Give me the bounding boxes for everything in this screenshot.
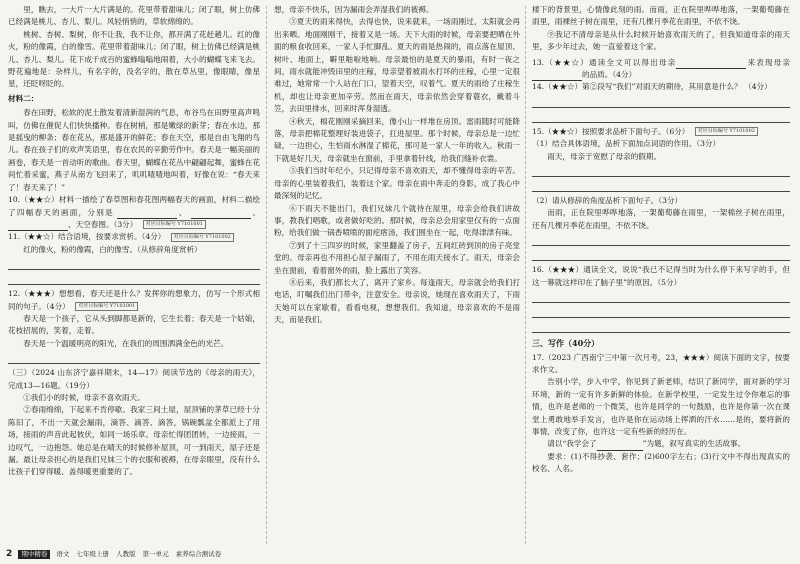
answer-line[interactable] [532, 96, 790, 108]
footer-subject: 语文 [56, 550, 70, 558]
target-code: 对应目标编号 Y7101002 [171, 233, 234, 242]
target-code: 对应目标编号 Y7101001 [75, 302, 138, 311]
material-two-title: 材料二： [8, 93, 39, 103]
passage-paragraph: 想，母亲不快乐，因为漏雨会弄湿我们的被褥。 [274, 5, 434, 14]
passage-paragraph: 里，瞧去，一大片一大片满是的。花里带着甜味儿；闭了眼，树上仿佛已经满是桃儿、杏儿、梨儿。风轻悄悄的，草软绵绵的。 [8, 5, 260, 27]
passage-paragraph: ⑥下雨天不能出门，我们兄妹几个就待在屋里，母亲会给我们讲故事，教我们唱歌，或者做好吃的。那时候，母亲总会用家里仅有的一点面粉，给我们做一锅香喷喷的面疙瘩汤，我们围坐在一起，吃得津津有味。 [274, 203, 520, 238]
question-17-requirements: 要求：(1)不得抄袭、套作；(2)600字左右；(3)行文中不得出现真实的校名、人名。 [532, 451, 790, 474]
passage-paragraph: ⑧后来，我们都长大了，离开了家乡。每逢雨天，母亲就会给我们打电话，叮嘱我们出门带伞，注意安全。母亲说，她现在喜欢雨天了，下雨天她可以在家歇着，看看电视，想想我们。我知道，母亲喜欢的不是雨天，而是我们。 [274, 277, 520, 325]
reading-section-intro: （三）（2024 山东济宁嘉祥期末，14—17）阅读节选的《母亲的雨天》，完成13—16题。（19分） [8, 368, 260, 390]
footer-edition: 人教版 [116, 550, 136, 558]
passage-paragraph: 春在田野，松软的泥土散发着清新湿润的气息，布谷鸟在田野里高声鸣叫，仿佛在催促人们快快播种。春在树梢，那是嫩绿的新芽；春在水边，那是摇曳的柳条；春在花丛，那是盛开的鲜花；春在天空，那是自由飞翔的鸟儿。春在孩子们的欢声笑语里，春在农民的辛勤劳作中。春天是一幅美丽的画卷，春天是一首动听的歌曲。春天里，蝴蝶在花丛中翩翩起舞，蜜蜂在花间忙着采蜜，燕子从南方飞回来了，叽叽喳喳地叫着，好像在说：“春天来了！春天来了！” [8, 108, 260, 192]
question-15-part-2: （2）请从修辞的角度品析下面句子。（3分） [532, 196, 683, 206]
answer-blank[interactable] [676, 68, 746, 69]
passage-paragraph: 桃树、杏树、梨树，你不让我，我不让你，都开满了花赶趟儿。红的像火，粉的像霞，白的像雪。花里带着甜味儿；闭了眼，树上仿佛已经满是桃儿、杏儿、梨儿。花下成千成百的蜜蜂嗡嗡地闹着，大小的蝴蝶飞来飞去。野花遍地是：杂样儿，有名字的，没名字的，散在草丛里，像眼睛，像星星，还眨呀眨的。 [8, 29, 260, 89]
answer-line[interactable] [532, 111, 790, 123]
passage-paragraph: ④秋天，棉花刚刚采摘回来，像小山一样堆在房顶。雷雨随时可能降落，母亲把棉花整理好装进袋子，扛进屋里。那个时候，母亲总是一边忙碌，一边担心，生怕雨水淋湿了棉花，那可是一家人一年的收入。秋雨一下就是好几天，母亲就坐在窗前，手里拿着针线，给我们缝补衣裳。 [274, 116, 520, 163]
footer-unit: 第一单元 [142, 550, 169, 558]
question-15: 15.（★★☆）按照要求品析下面句子。（6分） 对应目标编号 Y7101002 [532, 126, 790, 138]
answer-line[interactable] [8, 273, 260, 285]
answer-line[interactable] [532, 321, 790, 333]
question-11: 11.（★★☆）结合语境，按要求赏析。（4分） 对应目标编号 Y7101002 [8, 231, 260, 243]
question-17-prompt: 告别小学，步入中学，你见到了新老师，结识了新同学，面对新的学习环境，新的一定有许多新鲜的体验。在新学校里，一定发生过令你难忘的事情，也许是老师的一个微笑，也许是同学的一句鼓励，也许是你第一次在课堂上勇敢地举手发言，也许是你在运动场上挥洒的汗水……是的，要将新的事情，改变了你，也许这一定有些新的经历在。 [532, 377, 790, 436]
answer-line[interactable] [8, 258, 260, 270]
answer-blank[interactable] [191, 218, 251, 219]
target-code: 对应目标编号 Y7101001 [143, 220, 206, 229]
page-number: 2 [6, 549, 13, 559]
answer-line[interactable] [532, 234, 790, 246]
question-12-example: 春天是一个温暖明亮的阳光，在我们的周围洒满金色的光芒。 [23, 338, 229, 348]
column-right [532, 4, 790, 476]
question-15-sentence: 而雨，正在院里哗哗地落，一架葡萄藤在雨里，一架棉丝子树在雨里，还有几棵月季花在雨里，不依不饶。 [532, 208, 790, 230]
writing-section-title: 三、写作（40分） [532, 338, 600, 349]
question-17: 17.（2023 广西南宁三中第一次月考，23，★★★）阅读下面的文字，按要求作文。 [532, 352, 790, 374]
passage-paragraph: ⑨我记不清母亲是从什么时候开始喜欢雨天的了，但我知道母亲的雨天里，多少年过去，她一直爱着这个家。 [532, 29, 790, 52]
question-12-example: 春天是一个孩子，它从头到脚都是新的，它生长着；春天是一个姑娘，花枝招展的，笑着，走着。 [8, 313, 260, 336]
answer-line[interactable] [8, 352, 260, 364]
passage-paragraph: ③夏天的雨来得快，去得也快，说来就来，一场雨刚过，太阳就会再出来晒。地面刚刚干，接着又是一场。天下大雨的时候，母亲要把晒在外面的粮食收回来，一家人手忙脚乱。夏天的雨是热闹的，雨点落在屋顶、树叶、地面上，噼里啪啦地响。母亲最怕的是夏天的暴雨，有时一夜之间，雨水就能冲毁田里的庄稼，母亲望着被雨水打坏的庄稼，心里一定很难过，她常常一个人站在门口，望着天空，叹着气。夏天的雨给了庄稼生机，却也让母亲更加辛劳。然而在雨天，母亲依然会穿着蓑衣，戴着斗笠，去田里排水，回来时浑身湿透。 [274, 17, 520, 114]
passage-paragraph: ⑦到了十三四岁的时候，家里翻盖了房子，五间红砖到顶的房子亮堂堂的。母亲再也不用担心屋子漏雨了，不用在雨天接水了。雨天，母亲会坐在窗前，看着窗外的雨，脸上露出了笑容。 [274, 240, 520, 275]
question-10: 10.（★★☆）材料一描绘了春草图和春花图两幅春天的画面，材料二描绘了四幅春天的画面，分别是 、 、 、天空春图。（3分） 对应目标编号 Y7101001 [8, 194, 260, 231]
target-code: 对应目标编号 Y7101002 [695, 127, 758, 136]
answer-blank[interactable] [117, 218, 177, 219]
passage-paragraph: 楼下的背景里，心情像此刻的雨。而雨，正在院里哗哗地落，一架葡萄藤在雨里，雨裸丝子树在雨里，还有几棵月季花在雨里，不依不饶。 [532, 5, 790, 27]
passage-paragraph: ①我们小的时候，母亲不喜欢雨天。 [23, 392, 145, 402]
answer-line[interactable] [532, 291, 790, 303]
question-17-title-line: 请以“我学会了 ”为题，叙写真实的生活故事。 [532, 438, 790, 450]
column-divider [525, 6, 526, 544]
question-13: 13.（★★☆）通读全文可以得出母亲 来表现母亲的品质。（4分） [532, 57, 790, 82]
column-divider [266, 6, 267, 544]
column-middle [274, 4, 520, 327]
brand-tag: 期中精卷 [18, 550, 50, 559]
column-left [8, 4, 260, 479]
answer-line[interactable] [532, 306, 790, 318]
page-footer [6, 548, 306, 561]
answer-line[interactable] [532, 180, 790, 192]
question-15-sentence: 雨天，母亲于宽慰了母亲的假期。 [547, 151, 662, 161]
footer-grade: 七年级上册 [76, 550, 109, 558]
question-15-part-1: （1）结合具体语境，品析下面加点词语的作用。（3分） [532, 139, 721, 149]
question-11-sentence: 红的像火，粉的像霞，白的像雪。（从修辞角度赏析） [23, 244, 202, 254]
answer-line[interactable] [532, 165, 790, 177]
passage-paragraph: ⑤我们当时年纪小，只记得母亲不喜欢雨天，却不懂得母亲的辛苦。母亲的心里装着我们，装着这个家。母亲在雨中奔走的身影，成了我心中最深刻的记忆。 [274, 166, 520, 201]
answer-line[interactable] [532, 249, 790, 261]
footer-kind: 素养综合测试卷 [175, 550, 222, 558]
passage-paragraph: ②春雨绵绵，下起来不肯停歇。我家三间土屋，屋顶铺的茅草已经十分陈旧了，不出一天就会漏雨，滴答、滴答、滴答，锅碗瓢盆全都派上了用场，接雨的声音此起彼伏，如同一场乐章。母亲忙得团团转，一边接雨，一边叹气，一边抱怨。她总是在晴天的时候修补屋顶，可一到雨天，屋子还是漏。最让母亲担心的是我们兄妹三个的衣服和被褥，在母亲眼里，没有什么比孩子们穿得暖、盖得暖更重要的了。 [8, 405, 260, 477]
question-12: 12.（★★★）想想看，春天还是什么？发挥你的想象力，仿写一个形式相同的句子。（4分） 对应目标编号 Y7101001 [8, 289, 260, 311]
question-14: 14.（★★☆）第②段写“我们”对雨天的期待，其用意是什么？ （4分） [532, 82, 772, 92]
question-16: 16.（★★★）通读全文，说说“我已不记得当时为什么停下来写字的手，但这一幕就这样印在了脑子里”的原因。（5分） [532, 265, 790, 287]
